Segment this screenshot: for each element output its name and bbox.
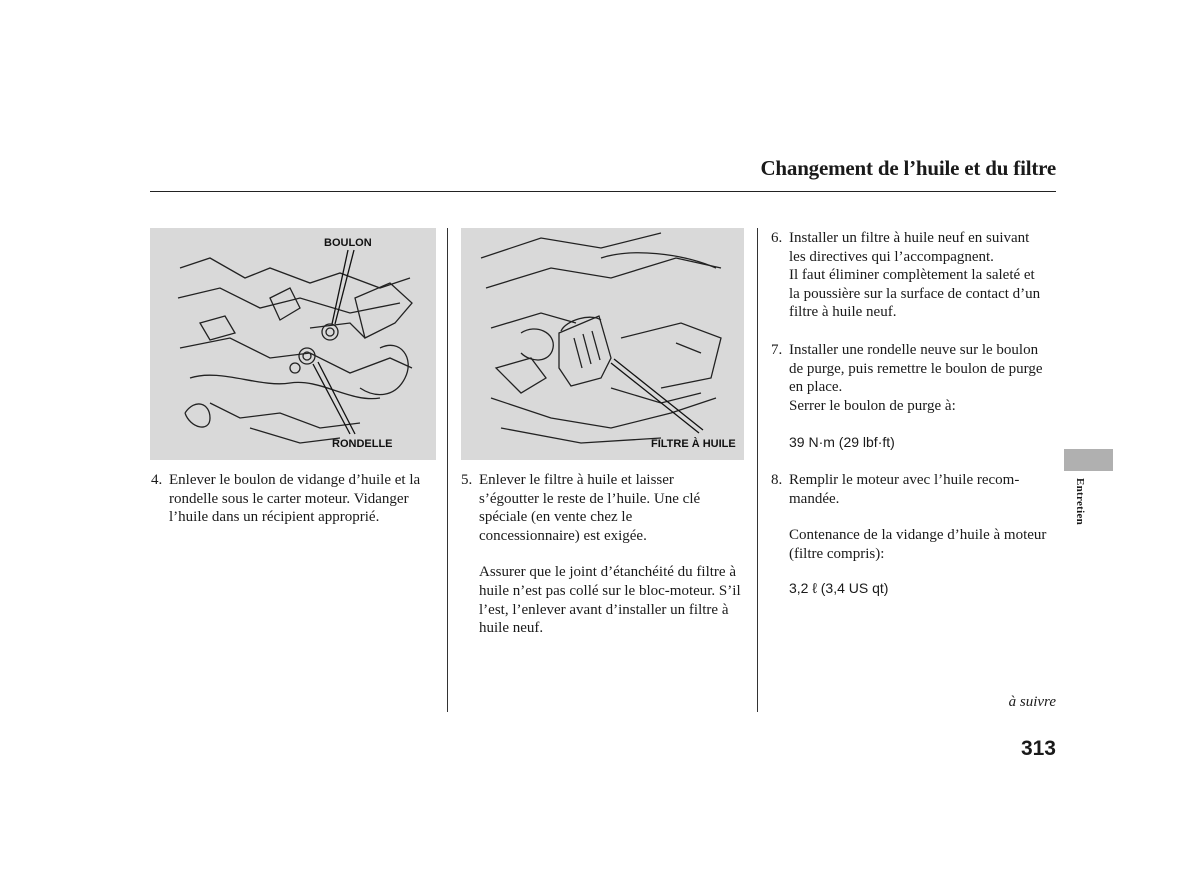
column-divider-1 [447,228,448,712]
step-8 [771,471,1061,598]
step-6 [771,229,1061,322]
step-number: 4. [151,472,163,488]
step-text-line: Contenance de la vidange d’huile à moteur [789,527,1047,544]
section-tab [1064,449,1113,471]
continued-label: à suivre [1008,694,1056,710]
step-text-line: spéciale (en vente chez le [479,509,633,526]
step-7 [771,341,1061,452]
step-text-line: huile neuf. [479,620,544,637]
step-text-line: Serrer le boulon de purge à: [789,397,956,414]
step-text-line: l’est, l’enlever avant d’installer un filtre à [479,601,729,618]
section-label: Entretien [1074,478,1086,526]
step-text-line: s’égoutter le reste de l’huile. Une clé [479,490,701,507]
step-text-line: la poussière sur la surface de contact d’un [789,285,1041,302]
title-rule [150,191,1056,192]
step-4 [151,471,441,527]
step-text-line: huile n’est pas collé sur le bloc-moteur. S’il [479,582,741,599]
oil-filter-illustration [461,228,744,460]
step-5 [461,471,751,638]
step-number: 6. [771,230,783,246]
torque-spec: 39 N·m (29 lbf·ft) [789,434,895,451]
capacity-spec: 3,2 ℓ (3,4 US qt) [789,580,889,597]
figure-drain-bolt [150,228,436,460]
drain-bolt-illustration [150,228,436,460]
step-text-line: Installer un filtre à huile neuf en suivant [789,230,1030,246]
step-text-line: mandée. [789,490,840,507]
step-text-line: Remplir le moteur avec l’huile recom- [789,472,1020,488]
step-text-line: en place. [789,379,843,396]
step-text-line: concessionnaire) est exigée. [479,527,647,544]
step-text-line: Assurer que le joint d’étanchéité du filtre à [479,564,736,581]
step-text-line: Il faut éliminer complètement la saleté et [789,267,1035,284]
step-text-line: de purge, puis remettre le boulon de purge [789,360,1043,377]
step-number: 7. [771,342,783,358]
label-boulon: BOULON [324,237,372,249]
step-text-line: Enlever le filtre à huile et laisser [479,472,674,488]
label-filtre-a-huile: FILTRE À HUILE [651,438,736,450]
figure-oil-filter [461,228,744,460]
step-text-line: l’huile dans un récipient approprié. [169,509,380,526]
step-text-line: les directives qui l’accompagnent. [789,248,994,265]
step-text-line: filtre à huile neuf. [789,304,897,321]
page-title: Changement de l’huile et du filtre [760,156,1056,180]
step-text-line: (filtre compris): [789,545,885,562]
step-text-line: Enlever le boulon de vidange d’huile et la [169,472,421,488]
step-number: 5. [461,472,473,488]
step-number: 8. [771,472,783,488]
label-rondelle: RONDELLE [332,438,393,450]
step-text-line: rondelle sous le carter moteur. Vidanger [169,490,409,507]
step-text-line: Installer une rondelle neuve sur le boulon [789,342,1039,358]
page-number: 313 [1020,737,1056,760]
column-divider-2 [757,228,758,712]
